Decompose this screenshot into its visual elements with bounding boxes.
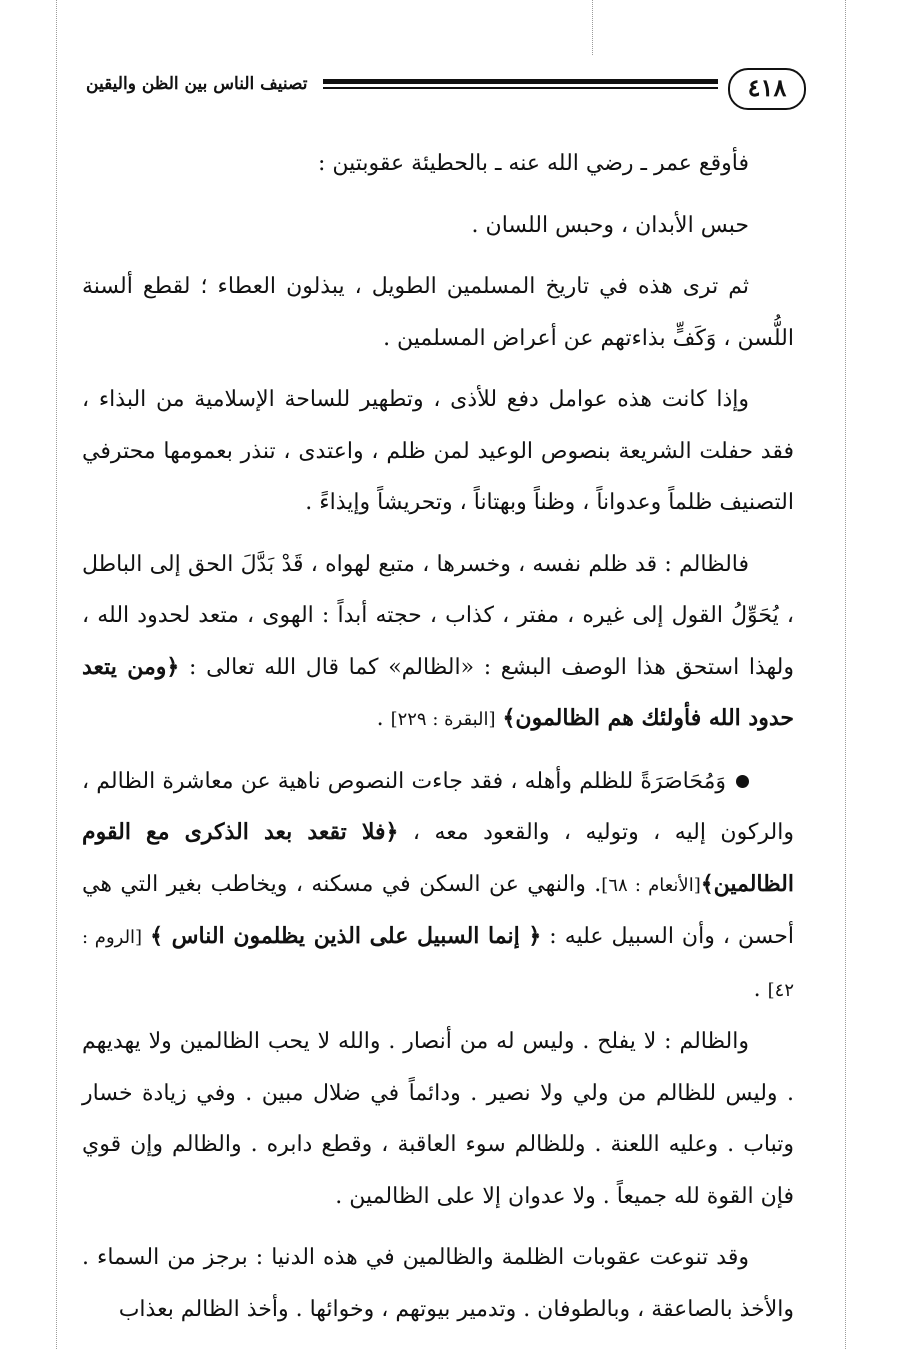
header-double-rule	[323, 79, 718, 92]
quran-verse-anam: ﴿فلا تقعد بعد الذكرى مع القوم الظالمين﴾	[82, 819, 794, 897]
bullet-point	[736, 775, 749, 788]
quran-verse-shura: ﴿ إنما السبيل على الذين يظلمون الناس ﴾	[150, 923, 542, 949]
verse-reference-anam: [الأنعام : ٦٨]	[601, 874, 701, 896]
paragraph-3: ثم ترى هذه في تاريخ المسلمين الطويل ، يبذلون العطاء ؛ لقطع ألسنة اللُّسن ، وَكَفٍّ بذاءتهم عن أعراض المسلمين .	[82, 274, 794, 351]
paragraph-4: وإذا كانت هذه عوامل دفع للأذى ، وتطهير للساحة الإسلامية من البذاء ، فقد حفلت الشريعة بنصوص الوعيد لمن ظلم ، واعتدى ، تنذر بعمومها محترفي التصنيف ظلماً وعدواناً ، وظناً وبهتاناً ، وتحريشاً وإيذاءً .	[82, 387, 794, 515]
header-thick-line	[323, 79, 718, 84]
paragraph-6-text-a: وَمُحَاصَرَةً للظلم وأهله ، فقد جاءت النصوص ناهية عن معاشرة الظالم ، والركون إليه ، وتوليه ، والقعود معه ،	[82, 768, 794, 845]
paragraph-5-end: .	[376, 706, 384, 731]
page-number-badge: ٤١٨	[728, 68, 806, 110]
paragraph-6-end: .	[753, 976, 761, 1002]
header-thin-line	[323, 87, 718, 89]
paragraph-5-text: فالظالم : قد ظلم نفسه ، وخسرها ، متبع لهواه ، قَدْ بَدَّلَ الحق إلى الباطل ، يُحَوِّلُ القول إلى غيره ، مفتر ، كذاب ، حجته أبداً : الهوى ، متعد لحدود الله ، ولهذا استحق هذا الوصف البشع : «الظالم» كما قال الله تعالى :	[82, 551, 794, 680]
paragraph-6-text-b: . والنهي عن السكن في مسكنه ، ويخاطب بغير التي هي أحسن ، وأن السبيل عليه :	[82, 871, 795, 949]
left-margin-dotted-rule	[56, 0, 57, 1349]
quran-verse-baqarah: ﴿ومن يتعد حدود الله فأولئك هم الظالمون﴾	[82, 653, 794, 731]
page-body	[82, 138, 794, 1345]
paragraph-1: فأوقع عمر ـ رضي الله عنه ـ بالحطيئة عقوبتين :	[317, 151, 749, 176]
verse-reference-rum: [الروم : ٤٢]	[82, 927, 794, 1001]
paragraph-5	[82, 539, 794, 746]
right-margin-dotted-rule	[845, 0, 846, 1349]
top-dotted-rule	[592, 0, 593, 55]
verse-reference-baqarah: [البقرة : ٢٢٩]	[390, 709, 496, 730]
paragraph-6	[82, 756, 794, 1017]
paragraph-7: والظالم : لا يفلح . وليس له من أنصار . والله لا يحب الظالمين ولا يهديهم . وليس للظالم من ولي ولا نصير . ودائماً في ضلال مبين . وفي زيادة خسار وتباب . وعليه اللعنة . وللظالم سوء العاقبة ، وقطع دابره . والظالم وإن قوي فإن القوة لله جميعاً . ولا عدوان إلا على الظالمين .	[82, 1029, 794, 1209]
paragraph-2: حبس الأبدان ، وحبس اللسان .	[471, 212, 749, 238]
running-header	[86, 62, 806, 112]
running-title: تصنيف الناس بين الظن واليقين	[86, 74, 308, 94]
paragraph-8: وقد تنوعت عقوبات الظلمة والظالمين في هذه الدنيا : برجز من السماء . والأخذ بالصاعقة ، وبالطوفان . وتدمير بيوتهم ، وخوائها . وأخذ الظالم بعذاب	[82, 1245, 794, 1322]
